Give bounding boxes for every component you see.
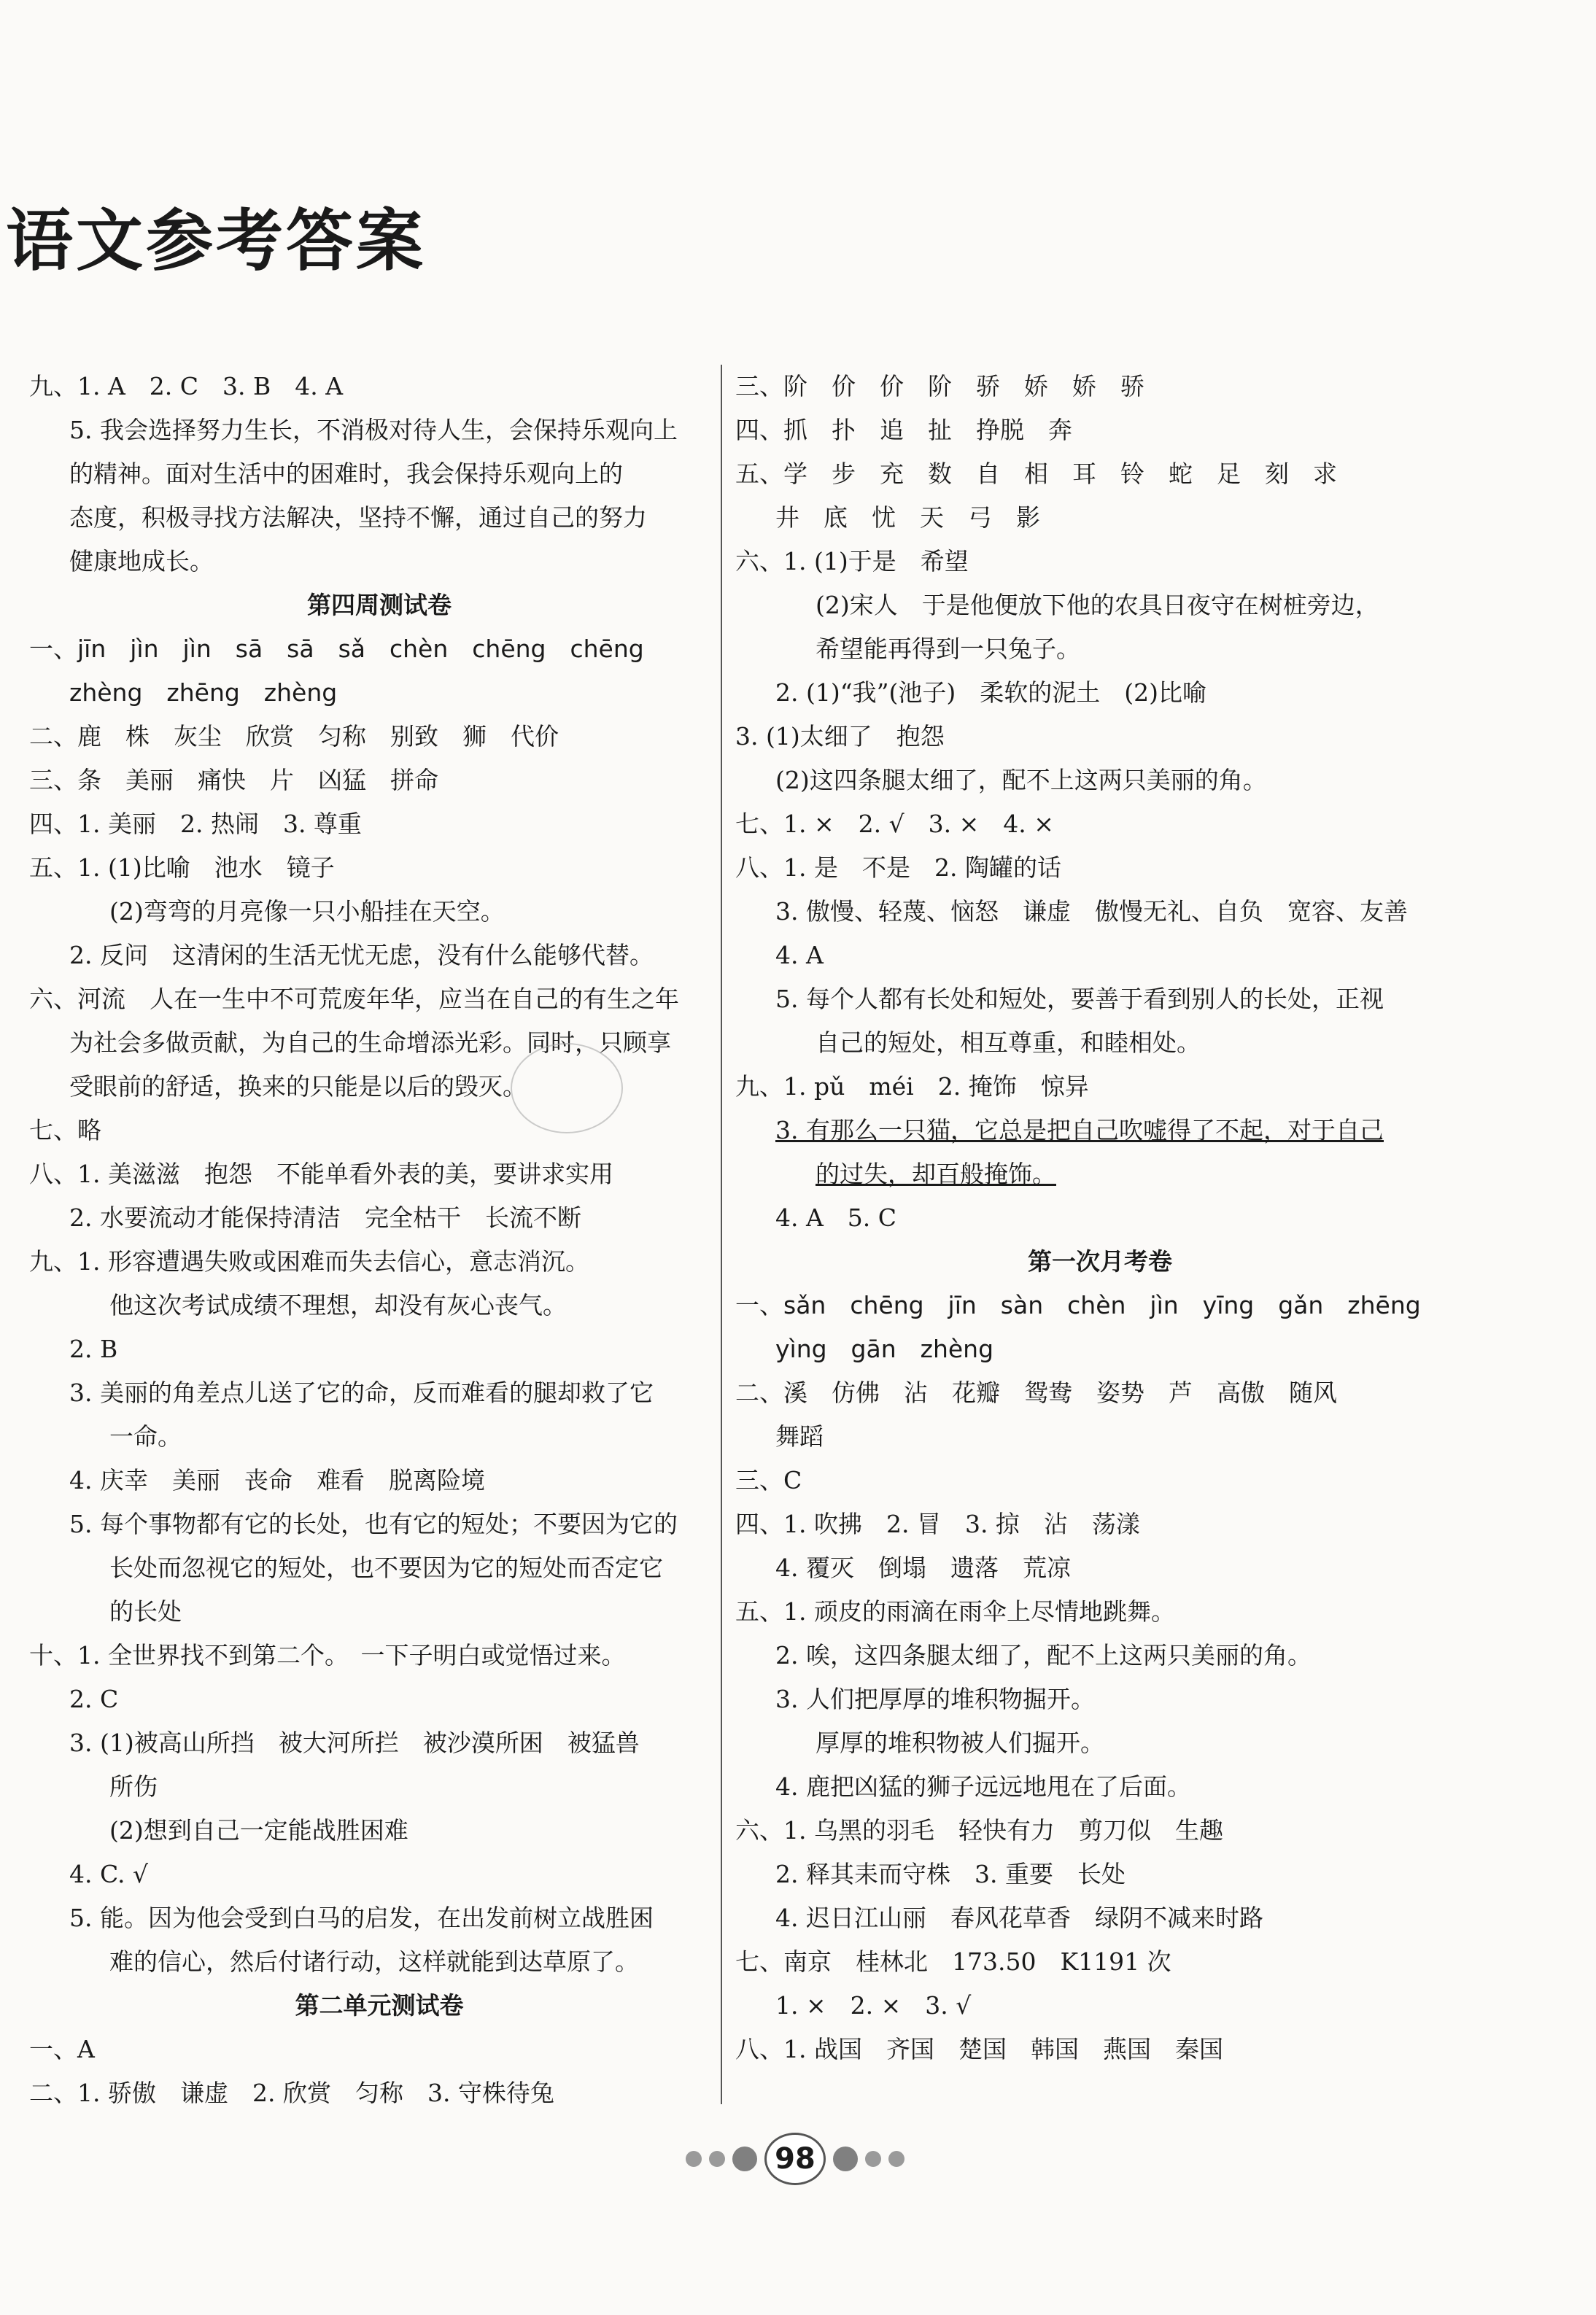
answer-line: 2. (1)“我”(池子) 柔软的泥土 (2)比喻 (775, 678, 1206, 707)
answer-line: 2. B (69, 1335, 118, 1363)
answer-line: 5. 我会选择努力生长，不消极对待人生，会保持乐观向上 (69, 416, 678, 444)
answer-line: 2. 反问 这清闲的生活无忧无虑，没有什么能够代替。 (69, 941, 654, 969)
answer-line: 他这次考试成绩不理想，却没有灰心丧气。 (109, 1291, 567, 1319)
answer-line: 5. 能。因为他会受到白马的启发，在出发前树立战胜困 (69, 1904, 654, 1932)
answer-line: 为社会多做贡献，为自己的生命增添光彩。同时，只顾享 (69, 1028, 671, 1057)
answer-line: (2)想到自己一定能战胜困难 (109, 1816, 408, 1845)
section-heading: 第一次月考卷 (1028, 1247, 1172, 1276)
answer-line: (2)这四条腿太细了，配不上这两只美丽的角。 (775, 766, 1267, 794)
answer-line: 十、1. 全世界找不到第二个。 一下子明白或觉悟过来。 (29, 1641, 626, 1670)
answer-line: 2. 唉，这四条腿太细了，配不上这两只美丽的角。 (775, 1641, 1312, 1670)
answer-line: 六、河流 人在一生中不可荒废年华，应当在自己的有生之年 (29, 985, 679, 1013)
answer-line: 3. 傲慢、轻蔑、恼怒 谦虚 傲慢无礼、自负 宽容、友善 (775, 897, 1408, 926)
answer-line: 五、学 步 充 数 自 相 耳 铃 蛇 足 刻 求 (735, 459, 1337, 488)
answer-line: 3. 有那么一只猫，它总是把自己吹嘘得了不起，对于自己 (775, 1116, 1384, 1144)
answer-line: 希望能再得到一只兔子。 (816, 635, 1080, 663)
answer-line: 3. 美丽的角差点儿送了它的命，反而难看的腿却救了它 (69, 1378, 654, 1407)
answer-line: 三、C (735, 1466, 802, 1494)
answer-line: 七、略 (29, 1116, 101, 1144)
answer-line: 3. 人们把厚厚的堆积物掘开。 (775, 1685, 1095, 1713)
answer-line: 2. 释其耒而守株 3. 重要 长处 (775, 1860, 1126, 1888)
answer-line: 厚厚的堆积物被人们掘开。 (816, 1729, 1104, 1757)
answer-line: 所伤 (109, 1772, 158, 1801)
answer-line: 二、溪 仿佛 沾 花瓣 鸳鸯 姿势 芦 高傲 随风 (735, 1378, 1337, 1407)
left-column (29, 365, 729, 2115)
answer-line: 五、1. (1)比喻 池水 镜子 (29, 853, 335, 882)
answer-line: 舞蹈 (775, 1422, 824, 1451)
answer-line: 一、A (29, 2035, 95, 2063)
answer-line: 一、sǎn chēng jīn sàn chèn jìn yīng gǎn zhēng (735, 1291, 1421, 1319)
answer-line: 七、南京 桂林北 173.50 K1191 次 (735, 1947, 1171, 1976)
answer-line: 4. C. √ (69, 1860, 149, 1888)
page-title: 语文参考答案 (6, 202, 427, 280)
answer-line: 4. A 5. C (775, 1203, 897, 1232)
answer-line: 5. 每个事物都有它的长处，也有它的短处；不要因为它的 (69, 1510, 678, 1538)
answer-line: 六、1. 乌黑的羽毛 轻快有力 剪刀似 生趣 (735, 1816, 1223, 1845)
decor-dot (865, 2151, 881, 2167)
decor-dot (833, 2147, 858, 2171)
answer-line: 八、1. 战国 齐国 楚国 韩国 燕国 秦国 (735, 2035, 1223, 2063)
page-number-area (686, 2133, 904, 2184)
answer-line: (2)弯弯的月亮像一只小船挂在天空。 (109, 897, 505, 926)
answer-line: 4. 覆灭 倒塌 遗落 荒凉 (775, 1554, 1071, 1582)
decor-dot (709, 2151, 725, 2167)
right-column (735, 365, 1465, 2071)
answer-line: 3. (1)被高山所挡 被大河所拦 被沙漠所困 被猛兽 (69, 1729, 640, 1757)
answer-line: 二、鹿 株 灰尘 欣赏 匀称 别致 狮 代价 (29, 722, 559, 751)
answer-line: 八、1. 是 不是 2. 陶罐的话 (735, 853, 1061, 882)
answer-line: 受眼前的舒适，换来的只能是以后的毁灭。 (69, 1072, 527, 1101)
answer-line: 四、1. 美丽 2. 热闹 3. 尊重 (29, 810, 362, 838)
answer-line: 的精神。面对生活中的困难时，我会保持乐观向上的 (69, 459, 623, 488)
answer-line: 六、1. (1)于是 希望 (735, 547, 969, 575)
answer-line: 九、1. 形容遭遇失败或困难而失去信心，意志消沉。 (29, 1247, 589, 1276)
answer-line: 5. 每个人都有长处和短处，要善于看到别人的长处，正视 (775, 985, 1384, 1013)
decor-dot (888, 2151, 904, 2167)
answer-line: 的过失，却百般掩饰。 (816, 1160, 1056, 1188)
decor-dot (732, 2147, 757, 2171)
answer-line: 九、1. pǔ méi 2. 掩饰 惊异 (735, 1072, 1089, 1101)
answer-line: zhèng zhēng zhèng (69, 678, 338, 707)
answer-line: 3. (1)太细了 抱怨 (735, 722, 945, 751)
answer-line: 4. 鹿把凶猛的狮子远远地甩在了后面。 (775, 1772, 1191, 1801)
decor-dot (686, 2151, 702, 2167)
answer-line: 态度，积极寻找方法解决，坚持不懈，通过自己的努力 (69, 503, 647, 532)
answer-line: yìng gān zhèng (775, 1335, 994, 1363)
answer-line: 四、1. 吹拂 2. 冒 3. 掠 沾 荡漾 (735, 1510, 1140, 1538)
answer-line: (2)宋人 于是他便放下他的农具日夜守在树桩旁边， (816, 591, 1379, 619)
page-number: 98 (764, 2133, 826, 2185)
answer-line: 九、1. A 2. C 3. B 4. A (29, 372, 344, 400)
answer-line: 健康地成长。 (69, 547, 214, 575)
answer-line: 四、抓 扑 追 扯 挣脱 奔 (735, 416, 1072, 444)
answer-line: 三、条 美丽 痛快 片 凶猛 拼命 (29, 766, 438, 794)
answer-line: 2. 水要流动才能保持清洁 完全枯干 长流不断 (69, 1203, 581, 1232)
answer-line: 4. A (775, 941, 824, 969)
answer-line: 4. 迟日江山丽 春风花草香 绿阴不减来时路 (775, 1904, 1263, 1932)
watermark-stamp (511, 1043, 623, 1133)
section-heading: 第二单元测试卷 (295, 1991, 464, 2020)
answer-line: 二、1. 骄傲 谦虚 2. 欣赏 匀称 3. 守株待兔 (29, 2079, 554, 2107)
answer-line: 自己的短处，相互尊重，和睦相处。 (816, 1028, 1201, 1057)
answer-line: 一、jīn jìn jìn sā sā sǎ chèn chēng chēng (29, 635, 644, 663)
answer-line: 五、1. 顽皮的雨滴在雨伞上尽情地跳舞。 (735, 1597, 1175, 1626)
column-divider (721, 365, 722, 2104)
answer-line: 2. C (69, 1685, 119, 1713)
answer-line: 4. 庆幸 美丽 丧命 难看 脱离险境 (69, 1466, 485, 1494)
answer-line: 难的信心，然后付诸行动，这样就能到达草原了。 (109, 1947, 639, 1976)
answer-line: 一命。 (109, 1422, 182, 1451)
answer-line: 的长处 (109, 1597, 182, 1626)
answer-line: 井 底 忧 天 弓 影 (775, 503, 1040, 532)
section-heading: 第四周测试卷 (307, 591, 452, 619)
answer-line: 长处而忽视它的短处，也不要因为它的短处而否定它 (109, 1554, 663, 1582)
answer-line: 1. × 2. × 3. √ (775, 1991, 972, 2020)
answer-line: 三、阶 价 价 阶 骄 娇 娇 骄 (735, 372, 1144, 400)
answer-line: 八、1. 美滋滋 抱怨 不能单看外表的美，要讲求实用 (29, 1160, 613, 1188)
answer-line: 七、1. × 2. √ 3. × 4. × (735, 810, 1054, 838)
